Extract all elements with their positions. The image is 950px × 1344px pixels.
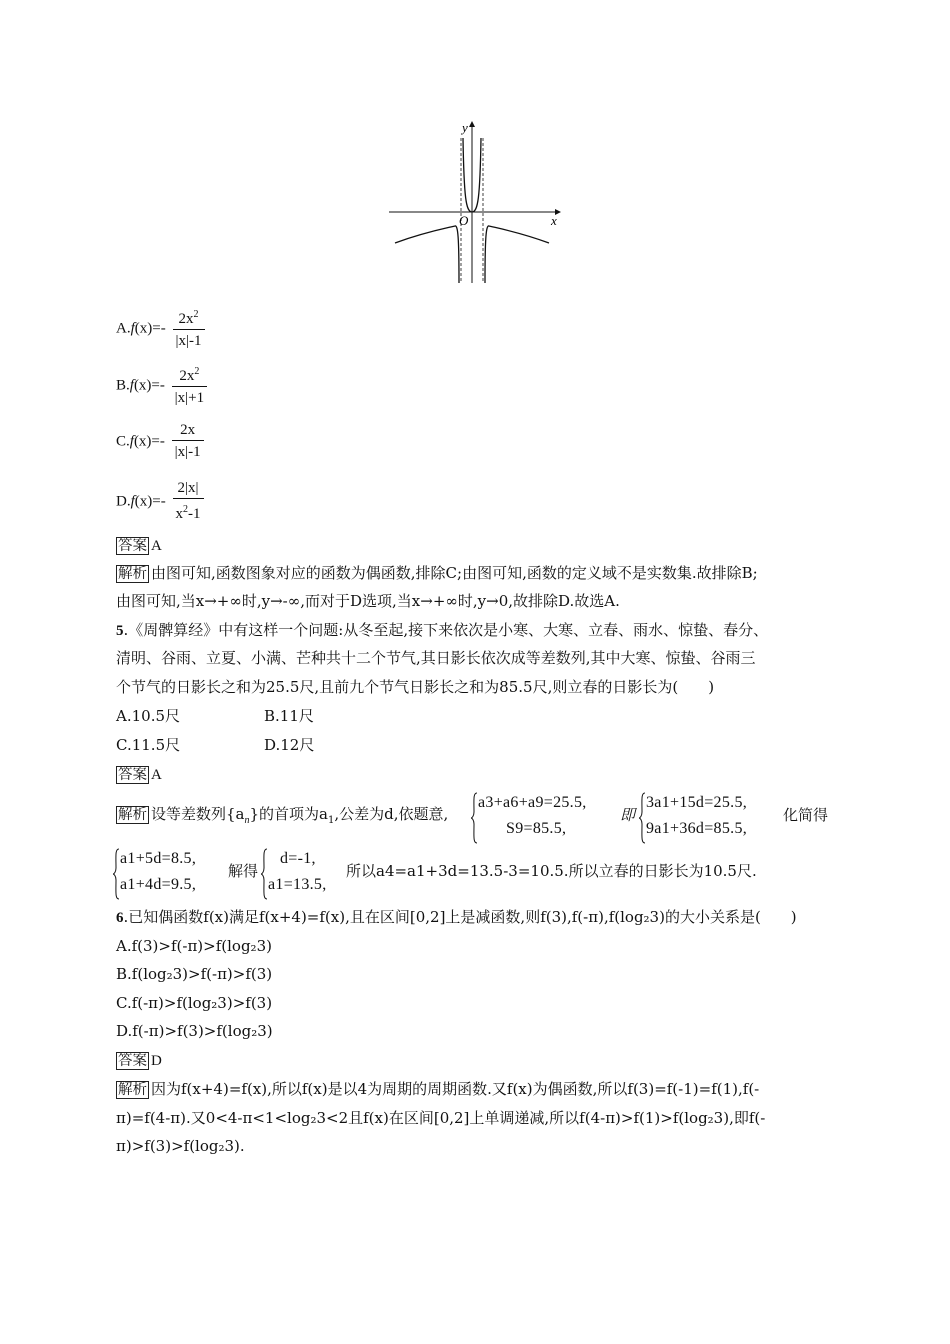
q6-option-c: C.f(-π)>f(log₂3)>f(3) — [116, 994, 273, 1012]
q6-answer: 答案 D — [118, 1053, 162, 1069]
fraction: $\frac{2x^2}{|x|-1}$ — [173, 306, 205, 351]
q5-option-a: A.10.5尺 — [116, 707, 180, 725]
q5-conclusion: 所以a4=a1+3d=13.5-3=10.5.所以立春的日影长为10.5尺. — [346, 862, 757, 880]
q5-option-b: B.11尺 — [264, 707, 314, 725]
q6-option-b: B.f(log₂3)>f(-π)>f(3) — [116, 965, 273, 983]
q5-option-d: D.12尺 — [264, 736, 315, 754]
q4-option-a: A.f(x)=- $\frac{2x^2}{|x|-1}$ — [116, 306, 205, 351]
fraction: $\frac{2x^2}{|x|+1}$ — [172, 363, 207, 408]
q4-analysis-line1: 解析 由图可知,函数图象对应的函数为偶函数,排除C;由图可知,函数的定义域不是实数集.故排除B; — [118, 564, 758, 582]
function-graph — [385, 118, 565, 288]
q4-analysis-line2: 由图可知,当x→+∞时,y→-∞,而对于D选项,当x→+∞时,y→0,故排除D.故选A. — [116, 592, 620, 610]
q5-stem-line2: 清明、谷雨、立夏、小满、芒种共十二个节气,其日影长依次成等差数列,其中大寒、惊蛰、谷雨三 — [116, 649, 756, 667]
answer-tag: 答案 — [118, 538, 147, 554]
x-axis-label: x — [551, 213, 557, 228]
equation-system-4: d=-1, a1=13.5, — [268, 846, 327, 898]
y-axis-label: y — [462, 120, 468, 135]
q6-analysis-line1: 解析 因为f(x+4)=f(x),所以f(x)是以4为周期的周期函数.又f(x)为偶函数,所以f(3)=f(-1)=f(1),f(- — [118, 1080, 760, 1098]
equation-system-1: a3+a6+a9=25.5, S9=85.5, — [478, 790, 587, 842]
q5-stem-line3: 个节气的日影长之和为25.5尺,且前九个节气日影长之和为85.5尺,则立春的日影长为( ) — [116, 678, 715, 696]
solve-label: 解得 — [228, 862, 259, 880]
q5-answer: 答案 A — [118, 767, 162, 783]
q6-stem: 6.已知偶函数f(x)满足f(x+4)=f(x),且在区间[0,2]上是减函数,则f(3),f(-π),f(log₂3)的大小关系是( ) — [116, 908, 797, 926]
q6-analysis-line2: π)=f(4-π).又0<4-π<1<log₂3<2且f(x)在区间[0,2]上单调递减,所以f(4-π)>f(1)>f(log₂3),即f(- — [116, 1109, 766, 1127]
q4-option-b: B.f(x)=- $\frac{2x^2}{|x|+1}$ — [116, 363, 207, 408]
fraction: $\frac{2x}{|x|-1}$ — [172, 421, 204, 462]
q6-analysis-line3: π)>f(3)>f(log₂3). — [116, 1137, 245, 1155]
analysis-tag: 解析 — [118, 807, 147, 823]
ji-label: 即 — [620, 806, 636, 824]
q5-analysis-line1: 解析 设等差数列$\{a_n\}$的首项为$a_1$,公差为d,依题意, — [118, 805, 449, 826]
equation-system-2: 3a1+15d=25.5, 9a1+36d=85.5, — [646, 790, 747, 842]
q5-stem-line1: 5.《周髀算经》中有这样一个问题:从冬至起,接下来依次是小寒、大寒、立春、雨水、惊蛰、春分、 — [116, 621, 769, 639]
q6-option-a: A.f(3)>f(-π)>f(log₂3) — [116, 937, 272, 955]
fraction: $\frac{2|x|}{x^2-1}$ — [173, 479, 204, 524]
analysis-tag: 解析 — [118, 566, 147, 582]
answer-tag: 答案 — [118, 1053, 147, 1069]
answer-tag: 答案 — [118, 767, 147, 783]
q4-option-c: C.f(x)=- $\frac{2x}{|x|-1}$ — [116, 421, 204, 462]
curve-left — [395, 226, 459, 283]
q4-answer: 答案 A — [118, 538, 162, 554]
curve-right — [485, 226, 549, 283]
analysis-tag: 解析 — [118, 1082, 147, 1098]
y-axis-arrow-icon — [469, 121, 475, 127]
equation-system-3: a1+5d=8.5, a1+4d=9.5, — [120, 846, 196, 898]
origin-label: O — [459, 213, 469, 228]
simplify-label: 化简得 — [783, 806, 829, 824]
q5-option-c: C.11.5尺 — [116, 736, 181, 754]
q4-option-d: D.f(x)=- $\frac{2|x|}{x^2-1}$ — [116, 479, 204, 524]
q6-option-d: D.f(-π)>f(3)>f(log₂3) — [116, 1022, 273, 1040]
